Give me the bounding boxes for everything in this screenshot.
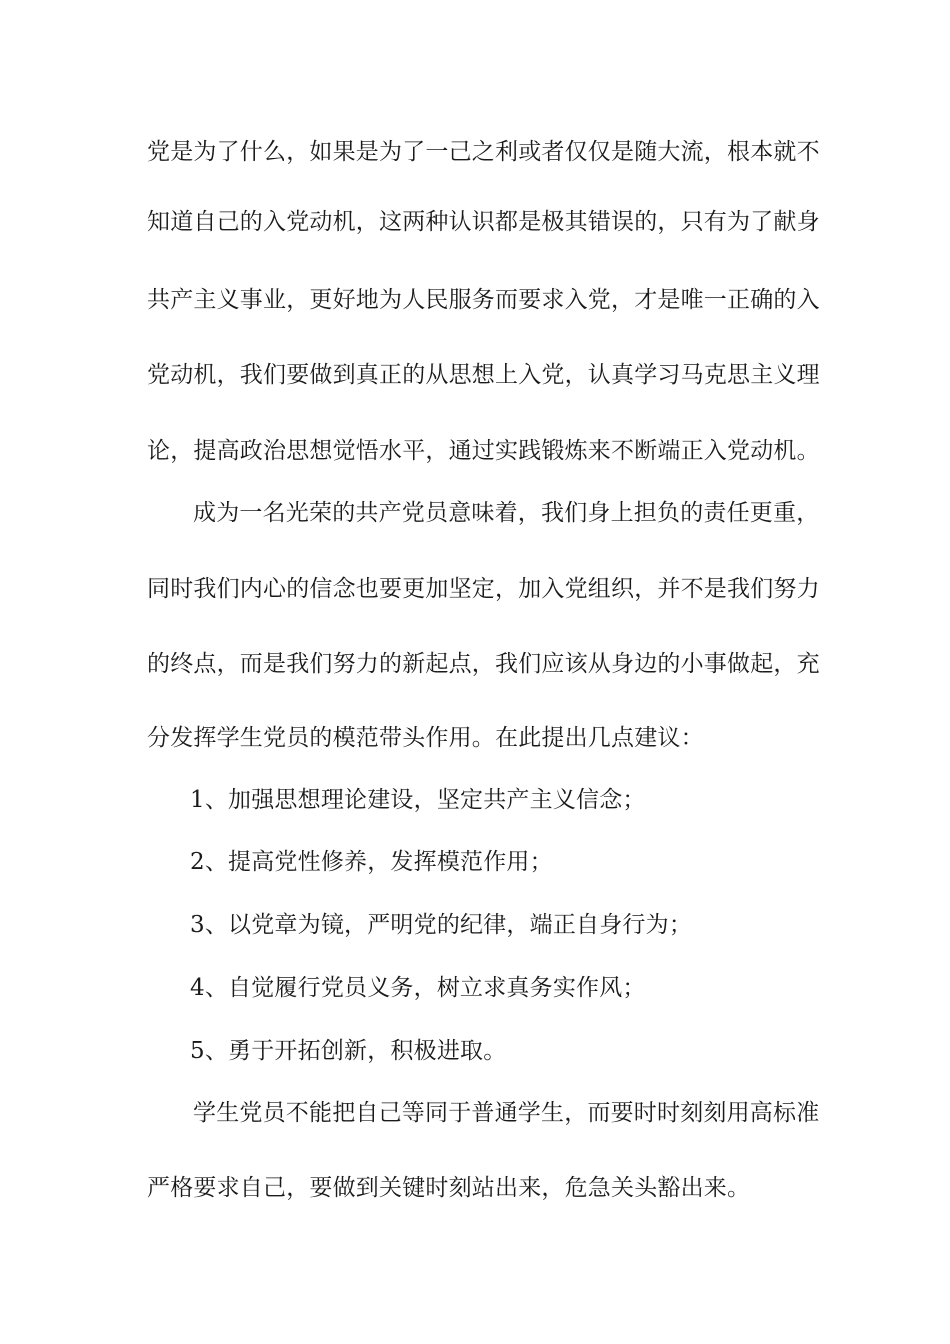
list-item: 3、以党章为镜，严明党的纪律，端正自身行为；	[190, 912, 693, 938]
paragraph-line: 的终点，而是我们努力的新起点，我们应该从身边的小事做起，充	[147, 651, 820, 677]
paragraph-line: 论，提高政治思想觉悟水平，通过实践锻炼来不断端正入党动机。	[147, 438, 820, 464]
paragraph-line: 党是为了什么，如果是为了一己之利或者仅仅是随大流，根本就不	[147, 139, 820, 165]
paragraph-line: 知道自己的入党动机，这两种认识都是极其错误的，只有为了献身	[147, 209, 820, 235]
paragraph-line: 成为一名光荣的共产党员意味着，我们身上担负的责任更重，	[193, 500, 820, 526]
paragraph-line: 严格要求自己，要做到关键时刻站出来，危急关头豁出来。	[147, 1175, 751, 1201]
list-item: 5、勇于开拓创新，积极进取。	[190, 1038, 507, 1064]
paragraph-line: 共产主义事业，更好地为人民服务而要求入党，才是唯一正确的入	[147, 287, 820, 313]
list-item: 4、自觉履行党员义务，树立求真务实作风；	[190, 975, 646, 1001]
paragraph-line: 同时我们内心的信念也要更加坚定，加入党组织，并不是我们努力	[147, 576, 820, 602]
list-item: 2、提高党性修养，发挥模范作用；	[190, 849, 553, 875]
paragraph-line: 分发挥学生党员的模范带头作用。在此提出几点建议：	[147, 725, 704, 751]
list-item: 1、加强思想理论建设，坚定共产主义信念；	[190, 787, 646, 813]
paragraph-line: 党动机，我们要做到真正的从思想上入党，认真学习马克思主义理	[147, 362, 820, 388]
paragraph-line: 学生党员不能把自己等同于普通学生，而要时时刻刻用高标准	[193, 1100, 820, 1126]
